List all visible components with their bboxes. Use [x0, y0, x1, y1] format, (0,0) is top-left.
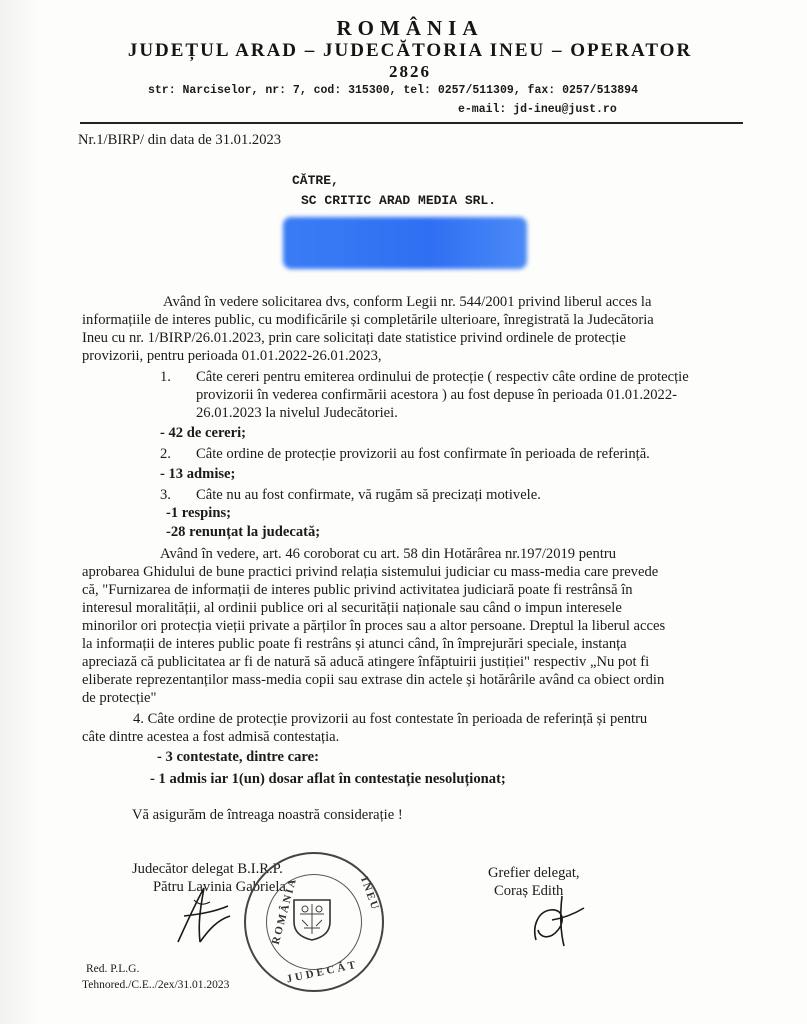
right-signatory-name: Coraș Edith — [494, 883, 564, 899]
footer-redactor: Red. P.L.G. — [86, 963, 140, 975]
header-operator-number: 2826 — [389, 62, 431, 81]
stamp-text-right: INEU — [358, 875, 382, 913]
header-divider — [80, 122, 743, 124]
judge-signature — [170, 880, 250, 950]
q1-answer: - 42 de cereri; — [160, 425, 247, 441]
legal-line: că, "Furnizarea de informații de interes public privind activitatea judiciară poate fi restrânsă în — [82, 582, 633, 598]
legal-line: apreciază că publicitatea ar fi de natură să aducă atingere înfăptuirii justiției" respectiv „Nu pot fi — [82, 654, 650, 670]
legal-line: aprobarea Ghidului de bune practici privind relația sistemului judiciar cu mass-media care prevede — [82, 564, 659, 580]
legal-line: eliberate reprezentanților mass-media copii sau extrase din actele și hotărârile având ca obiect ordin — [82, 672, 665, 688]
q2-answer: - 13 admise; — [160, 466, 236, 482]
q2-line: Câte ordine de protecție provizorii au fost confirmate în perioada de referință. — [196, 446, 650, 462]
reference-number: Nr.1/BIRP/ din data de 31.01.2023 — [78, 132, 282, 148]
q4-line: 4. Câte ordine de protecție provizorii au fost contestate în perioada de referință și pentru — [133, 711, 648, 727]
header-email: e-mail: jd-ineu@just.ro — [458, 103, 617, 116]
legal-line: interesul moralității, al ordinii publice ori al securității naționale sau când o impun interesele — [82, 600, 622, 616]
scan-edge-shadow — [0, 0, 40, 1024]
closing-formula: Vă asigurăm de întreaga noastră considerație ! — [132, 807, 403, 823]
coat-of-arms-icon — [290, 896, 334, 942]
header-institution: JUDEȚUL ARAD – JUDECĂTORIA INEU – OPERATOR — [127, 40, 693, 61]
legal-line: la informații de interes public poate fi restrâns și atunci când, în împrejurări speciale, instanța — [82, 636, 627, 652]
legal-line: Având în vedere, art. 46 coroborat cu art. 58 din Hotărârea nr.197/2019 pentru — [160, 546, 617, 562]
q2-number: 2. — [160, 446, 171, 462]
redacted-address-blur — [283, 217, 527, 269]
q4-answer: - 3 contestate, dintre care: — [157, 749, 319, 765]
q1-line: Câte cereri pentru emiterea ordinului de protecție ( respectiv câte ordine de protecție — [196, 369, 689, 385]
footer-tehnoredactor: Tehnored./C.E../2ex/31.01.2023 — [82, 979, 230, 991]
q4-line: câte dintre acestea a fost admisă contestația. — [82, 729, 340, 745]
intro-line: informațiile de interes public, cu modificările și completările ulterioare, înregistrată la Judecătoria — [82, 312, 654, 328]
clerk-signature — [522, 890, 592, 950]
q3-answer: -28 renunțat la judecată; — [166, 524, 321, 540]
q4-answer: - 1 admis iar 1(un) dosar aflat în contestație nesoluționat; — [150, 771, 506, 787]
intro-line: Având în vedere solicitarea dvs, conform Legii nr. 544/2001 privind liberul acces la — [163, 294, 652, 310]
q1-number: 1. — [160, 369, 171, 385]
legal-line: minorilor ori protecția vieții private a părților în proces sau a altor persoane. Dreptul la liberul acces — [82, 618, 666, 634]
left-signatory-title: Judecător delegat B.I.R.P. — [132, 861, 283, 877]
q3-line: Câte nu au fost confirmate, vă rugăm să precizați motivele. — [196, 487, 541, 503]
right-signatory-title: Grefier delegat, — [488, 865, 580, 881]
recipient-to: CĂTRE, — [292, 173, 339, 188]
header-country: ROMÂNIA — [336, 16, 484, 40]
q3-number: 3. — [160, 487, 171, 503]
legal-line: de protecție" — [82, 690, 157, 706]
stamp-text-bottom: JUDECĂT — [285, 958, 360, 986]
left-signatory-name: Pătru Lavinia Gabriela — [153, 879, 286, 895]
q1-line: provizorii în vederea confirmării acestora ) au fost depuse în perioada 01.01.2022- — [196, 387, 678, 403]
q1-line: 26.01.2023 la nivelul Judecătoriei. — [196, 405, 398, 421]
q3-answer: -1 respins; — [166, 505, 232, 521]
intro-line: provizorii, pentru perioada 01.01.2022-26.01.2023, — [82, 348, 382, 364]
header-address: str: Narciselor, nr: 7, cod: 315300, tel: 0257/511309, fax: 0257/513894 — [148, 84, 638, 97]
stamp-text-left: ROMÂNIA — [269, 876, 300, 946]
intro-line: Ineu cu nr. 1/BIRP/26.01.2023, prin care solicitați date statistice privind ordinele de protecție — [82, 330, 626, 346]
recipient-name: SC CRITIC ARAD MEDIA SRL. — [301, 193, 497, 208]
